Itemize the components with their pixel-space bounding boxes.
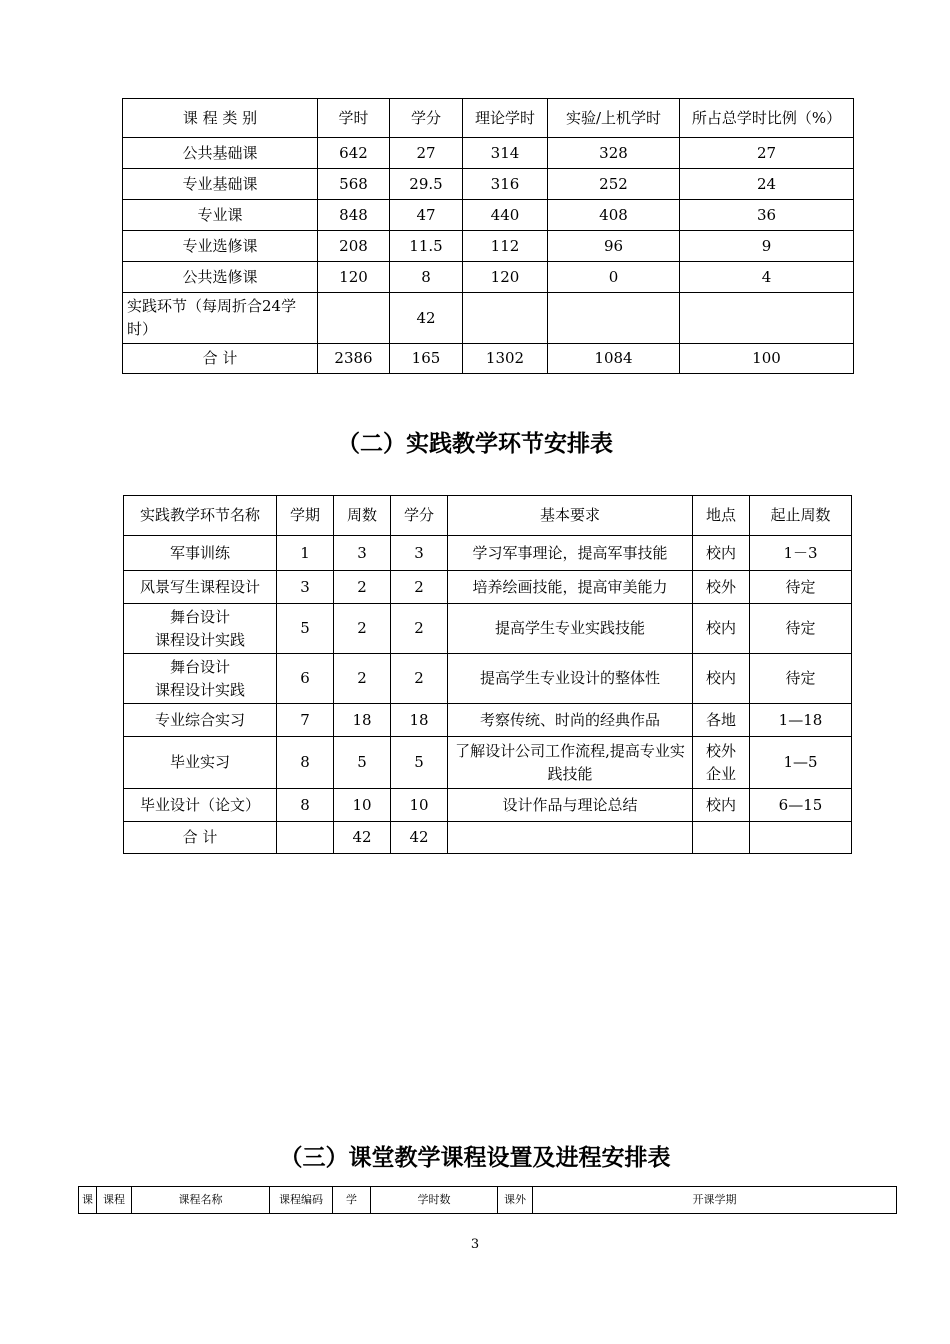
table-cell: 专业综合实习 <box>124 704 277 737</box>
table-cell: 5 <box>391 737 448 789</box>
table-cell: 316 <box>463 169 548 200</box>
table-cell: 42 <box>390 293 463 344</box>
table-cell: 实验/上机学时 <box>548 99 680 138</box>
table-cell: 校内 <box>693 654 750 704</box>
table-cell: 5 <box>334 737 391 789</box>
table-cell: 地点 <box>693 496 750 536</box>
table-cell: 所占总学时比例（%） <box>680 99 854 138</box>
table-cell: 了解设计公司工作流程,提高专业实践技能 <box>448 737 693 789</box>
table-cell: 10 <box>391 789 448 822</box>
table-cell: 校内 <box>693 789 750 822</box>
table-cell: 毕业实习 <box>124 737 277 789</box>
table-cell: 学分 <box>390 99 463 138</box>
table-cell <box>318 293 390 344</box>
table-cell: 8 <box>277 737 334 789</box>
table-cell: 2386 <box>318 344 390 374</box>
table-cell: 开课学期 <box>533 1187 897 1214</box>
table-cell: 风景写生课程设计 <box>124 571 277 604</box>
table-cell: 待定 <box>750 571 852 604</box>
table-cell: 10 <box>334 789 391 822</box>
table-cell: 课 程 类 别 <box>123 99 318 138</box>
table-cell: 642 <box>318 138 390 169</box>
table-cell: 专业课 <box>123 200 318 231</box>
table-cell: 9 <box>680 231 854 262</box>
table-row <box>123 262 854 293</box>
table-cell: 27 <box>390 138 463 169</box>
table-cell: 待定 <box>750 604 852 654</box>
table-cell: 3 <box>334 536 391 571</box>
table-cell: 120 <box>318 262 390 293</box>
table-cell: 1 <box>277 536 334 571</box>
classroom-course-body <box>79 1187 897 1214</box>
table-cell: 24 <box>680 169 854 200</box>
table-cell: 27 <box>680 138 854 169</box>
table-cell: 96 <box>548 231 680 262</box>
table-cell: 3 <box>277 571 334 604</box>
table-cell: 合 计 <box>123 344 318 374</box>
table-row <box>123 231 854 262</box>
table-cell: 军事训练 <box>124 536 277 571</box>
table-cell: 165 <box>390 344 463 374</box>
table-row <box>123 293 854 344</box>
table-cell: 课外 <box>498 1187 533 1214</box>
table-cell <box>448 822 693 854</box>
table-header-row <box>79 1187 897 1214</box>
table-cell: 112 <box>463 231 548 262</box>
table-cell: 29.5 <box>390 169 463 200</box>
table-cell: 专业基础课 <box>123 169 318 200</box>
table-cell: 课 <box>79 1187 97 1214</box>
practice-schedule-table <box>123 495 852 854</box>
table-cell <box>277 822 334 854</box>
table-cell: 待定 <box>750 654 852 704</box>
table-cell: 3 <box>391 536 448 571</box>
course-summary-table <box>122 98 854 374</box>
table-cell: 2 <box>334 571 391 604</box>
table-cell: 舞台设计 课程设计实践 <box>124 604 277 654</box>
table-cell: 1－3 <box>750 536 852 571</box>
table-cell: 848 <box>318 200 390 231</box>
table-cell: 学期 <box>277 496 334 536</box>
table-cell: 8 <box>277 789 334 822</box>
table-cell: 18 <box>391 704 448 737</box>
table-cell: 校内 <box>693 604 750 654</box>
table-cell: 440 <box>463 200 548 231</box>
table-cell: 2 <box>391 654 448 704</box>
table-cell: 课程名称 <box>132 1187 270 1214</box>
table-cell: 2 <box>334 604 391 654</box>
table-cell: 课程编码 <box>270 1187 333 1214</box>
table-cell: 11.5 <box>390 231 463 262</box>
table-cell: 学分 <box>391 496 448 536</box>
table-cell: 公共选修课 <box>123 262 318 293</box>
table-cell: 5 <box>277 604 334 654</box>
table-cell <box>680 293 854 344</box>
table-cell: 47 <box>390 200 463 231</box>
table-cell: 合 计 <box>124 822 277 854</box>
table-cell: 2 <box>334 654 391 704</box>
table-header-row <box>124 496 852 536</box>
table-cell: 理论学时 <box>463 99 548 138</box>
table-cell: 4 <box>680 262 854 293</box>
table-cell: 培养绘画技能，提高审美能力 <box>448 571 693 604</box>
table-cell: 1—5 <box>750 737 852 789</box>
table-row <box>124 822 852 854</box>
table-cell: 实践教学环节名称 <box>124 496 277 536</box>
table-cell: 设计作品与理论总结 <box>448 789 693 822</box>
table-cell: 毕业设计（论文） <box>124 789 277 822</box>
table-cell: 起止周数 <box>750 496 852 536</box>
table-row <box>124 704 852 737</box>
table-cell: 6—15 <box>750 789 852 822</box>
table-cell: 校外 企业 <box>693 737 750 789</box>
table-cell: 考察传统、时尚的经典作品 <box>448 704 693 737</box>
table-cell: 42 <box>391 822 448 854</box>
table-cell: 314 <box>463 138 548 169</box>
practice-section-title: （二）实践教学环节安排表 <box>337 431 613 457</box>
table-cell: 学 <box>333 1187 371 1214</box>
table-cell: 学时 <box>318 99 390 138</box>
table-row <box>123 138 854 169</box>
table-row <box>124 604 852 654</box>
table-cell: 实践环节（每周折合24学时） <box>123 293 318 344</box>
table-row <box>123 344 854 374</box>
table-cell: 课程 <box>97 1187 132 1214</box>
table-cell: 专业选修课 <box>123 231 318 262</box>
table-header-row <box>123 99 854 138</box>
classroom-section-title: （三）课堂教学课程设置及进程安排表 <box>279 1145 671 1171</box>
table-cell: 8 <box>390 262 463 293</box>
table-cell: 各地 <box>693 704 750 737</box>
table-cell <box>750 822 852 854</box>
table-cell: 基本要求 <box>448 496 693 536</box>
table-cell: 18 <box>334 704 391 737</box>
table-cell: 408 <box>548 200 680 231</box>
table-cell: 公共基础课 <box>123 138 318 169</box>
table-cell: 2 <box>391 604 448 654</box>
table-cell: 舞台设计 课程设计实践 <box>124 654 277 704</box>
table-cell: 0 <box>548 262 680 293</box>
table-cell: 328 <box>548 138 680 169</box>
table-cell: 568 <box>318 169 390 200</box>
table-row <box>124 654 852 704</box>
table-cell <box>693 822 750 854</box>
table-row <box>123 169 854 200</box>
table-cell: 提高学生专业设计的整体性 <box>448 654 693 704</box>
table-cell: 学时数 <box>371 1187 498 1214</box>
table-row <box>123 200 854 231</box>
table-cell: 校外 <box>693 571 750 604</box>
table-cell: 36 <box>680 200 854 231</box>
table-cell: 1—18 <box>750 704 852 737</box>
table-cell: 周数 <box>334 496 391 536</box>
course-summary-body <box>123 99 854 374</box>
table-cell: 1084 <box>548 344 680 374</box>
page-number: 3 <box>470 1237 480 1252</box>
table-row <box>124 571 852 604</box>
table-cell: 提高学生专业实践技能 <box>448 604 693 654</box>
table-cell: 1302 <box>463 344 548 374</box>
table-cell <box>463 293 548 344</box>
table-cell <box>548 293 680 344</box>
table-cell: 120 <box>463 262 548 293</box>
table-cell: 7 <box>277 704 334 737</box>
table-cell: 42 <box>334 822 391 854</box>
table-cell: 学习军事理论，提高军事技能 <box>448 536 693 571</box>
table-cell: 6 <box>277 654 334 704</box>
practice-schedule-body <box>124 496 852 854</box>
classroom-course-table <box>78 1186 897 1214</box>
table-cell: 208 <box>318 231 390 262</box>
table-row <box>124 536 852 571</box>
table-cell: 校内 <box>693 536 750 571</box>
table-cell: 100 <box>680 344 854 374</box>
table-row <box>124 789 852 822</box>
table-cell: 252 <box>548 169 680 200</box>
table-cell: 2 <box>391 571 448 604</box>
table-row <box>124 737 852 789</box>
